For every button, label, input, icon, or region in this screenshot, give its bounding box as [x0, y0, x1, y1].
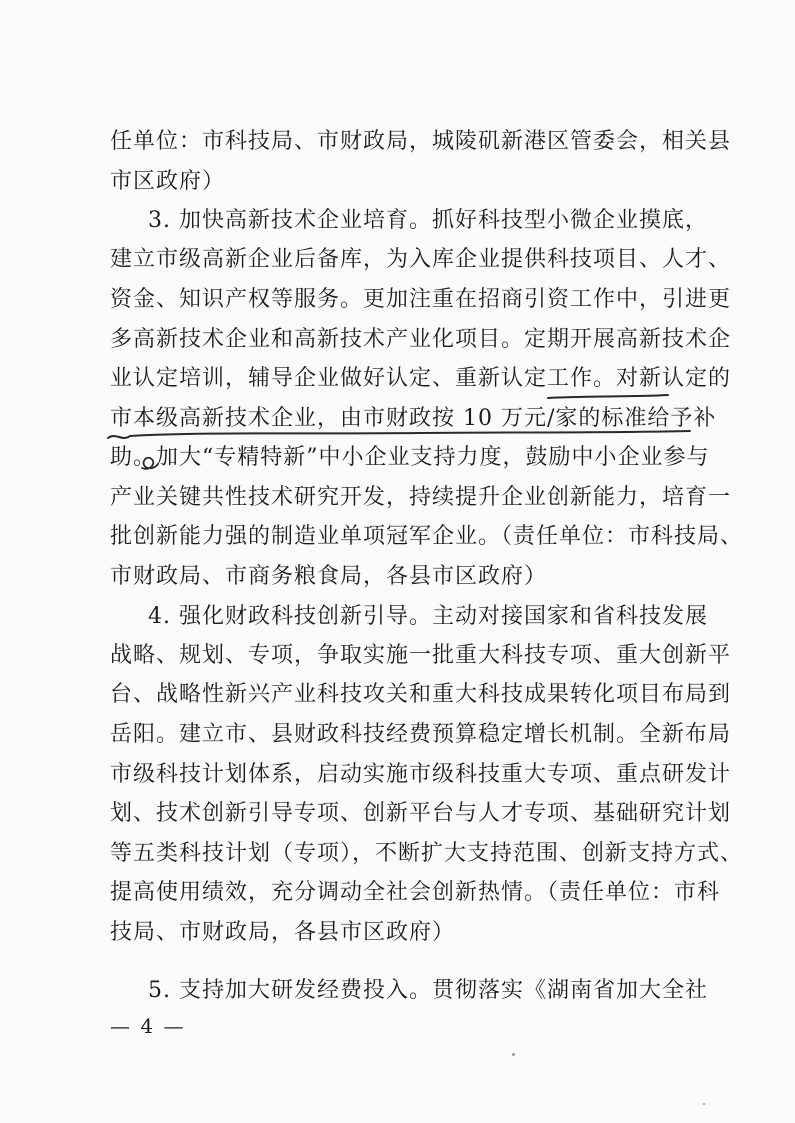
- page-number: — 4 —: [110, 1014, 186, 1038]
- text-line: 多高新技术企业和高新技术产业化项目。定期开展高新技术企: [110, 327, 732, 352]
- text-line: 助。加大“专精特新”中小企业支持力度，鼓励中小企业参与: [110, 445, 710, 470]
- text-line: 业认定培训，辅导企业做好认定、重新认定工作。对新认定的: [110, 366, 732, 391]
- text-line: 台、战略性新兴产业科技攻关和重大科技成果转化项目布局到: [110, 682, 732, 707]
- text-line: 资金、知识产权等服务。更加注重在招商引资工作中，引进更: [110, 287, 732, 312]
- paragraph-heading-5: 5. 支持加大研发经费投入。贯彻落实《湖南省加大全社: [148, 978, 708, 1003]
- text-line: 等五类科技计划（专项），不断扩大支持范围、创新支持方式、: [110, 841, 744, 866]
- paragraph-heading-4: 4. 强化财政科技创新引导。主动对接国家和省科技发展: [148, 604, 708, 629]
- text-line: 市财政局、市商务粮食局，各县市区政府）: [110, 564, 548, 589]
- text-line: 市区政府）: [110, 169, 226, 194]
- text-line: 批创新能力强的制造业单项冠军企业。（责任单位：市科技局、: [110, 524, 744, 549]
- text-line: 提高使用绩效，充分调动全社会创新热情。（责任单位：市科: [110, 880, 721, 905]
- paper-speck: [512, 1053, 515, 1056]
- text-line: 技局、市财政局，各县市区政府）: [110, 920, 456, 945]
- text-line: 岳阳。建立市、县财政科技经费预算稳定增长机制。全新布局: [110, 722, 732, 747]
- text-line: 市本级高新技术企业，由市财政按 10 万元/家的标准给予补: [110, 406, 717, 431]
- paragraph-heading-3: 3. 加快高新技术企业培育。抓好科技型小微企业摸底，: [148, 208, 708, 233]
- text-line: 产业关键共性技术研究开发，持续提升企业创新能力，培育一: [110, 485, 732, 510]
- text-line: 划、技术创新引导专项、创新平台与人才专项、基础研究计划: [110, 801, 732, 826]
- text-line: 战略、规划、专项，争取实施一批重大科技专项、重大创新平: [110, 643, 732, 668]
- text-line: 任单位：市科技局、市财政局，城陵矶新港区管委会，相关县: [110, 129, 732, 154]
- text-line: 市级科技计划体系，启动实施市级科技重大专项、重点研发计: [110, 762, 732, 787]
- text-line: 建立市级高新企业后备库，为入库企业提供科技项目、人才、: [110, 247, 732, 272]
- paper-speck: [703, 1103, 705, 1105]
